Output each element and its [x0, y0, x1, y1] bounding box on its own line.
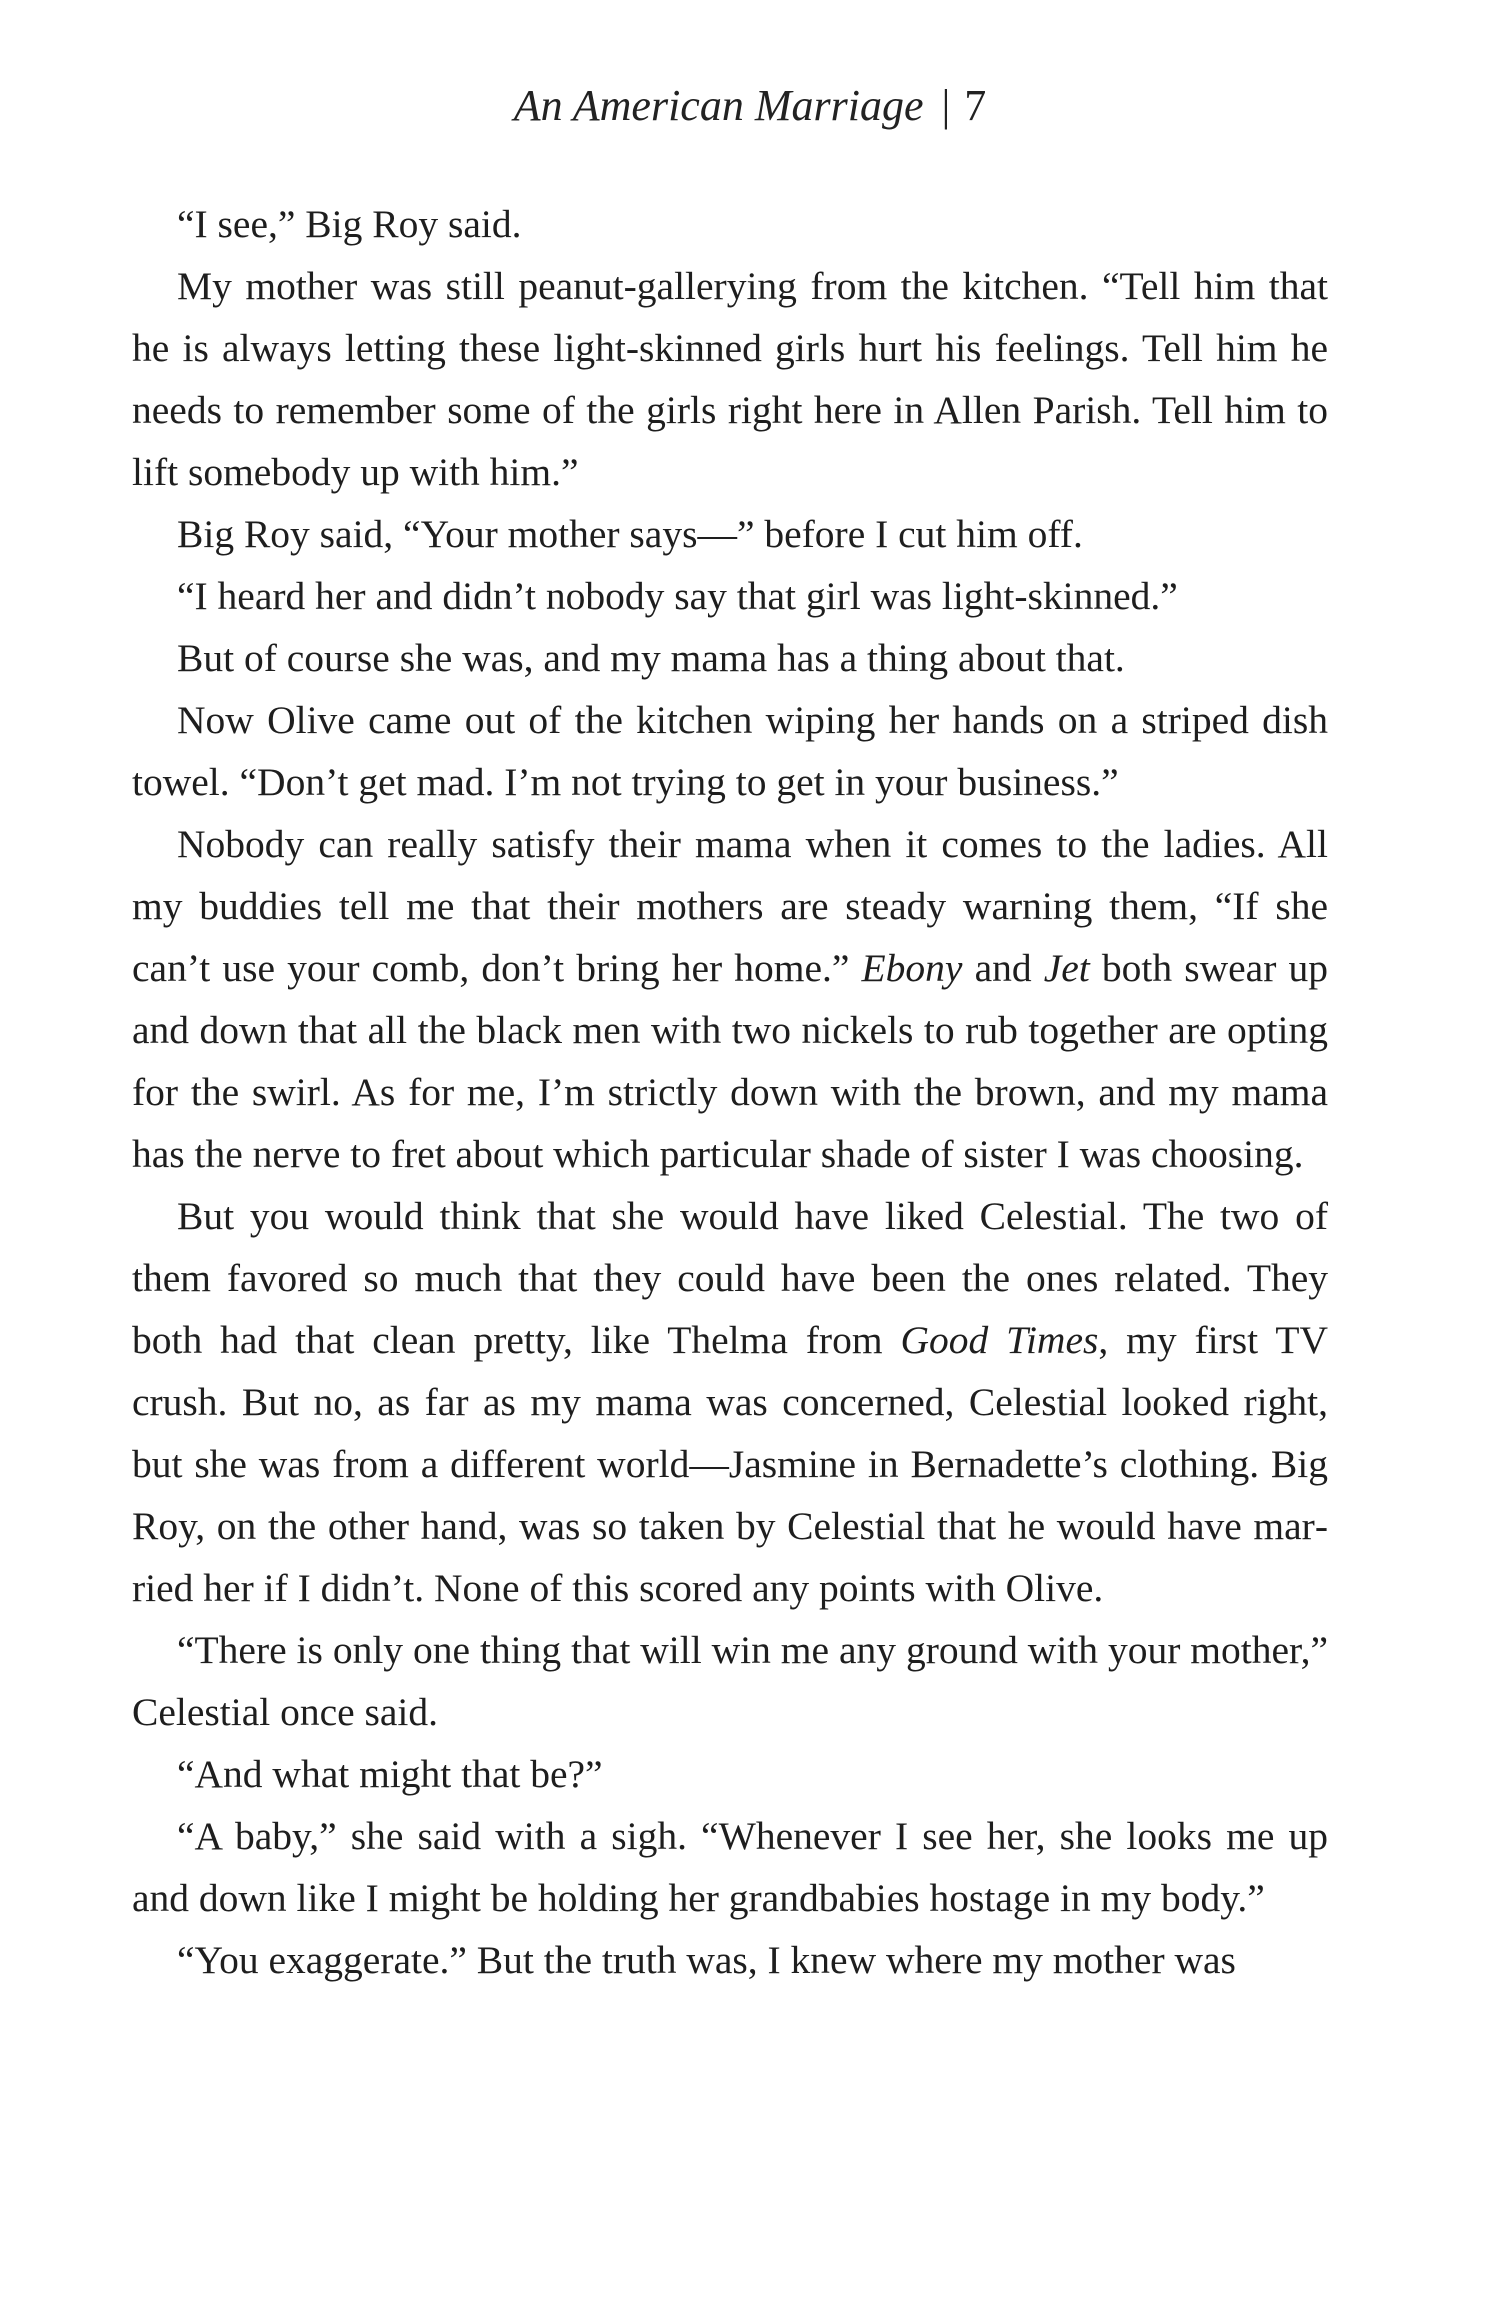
text-run: and	[962, 946, 1044, 990]
book-title: An American Marriage	[513, 81, 924, 130]
body-text	[132, 193, 1328, 1991]
paragraph: “And what might that be?”	[177, 1752, 603, 1796]
text-run: both swear up and down that all the black men with two nickels to rub together are opting for the swirl. As for me, I’m strictly down with the brown, and my mama has the nerve to fret about which particular shade of sister I was choosing.	[132, 946, 1328, 1176]
magazine-title-ebony: Ebony	[861, 946, 963, 990]
text-run: , my first TV crush. But no, as far as my mama was concerned, Celestial looked right, but she was from a different world—Jasmine in Bernadette’s clothing. Big Roy, on the other hand, was so taken by Celestial that he would have married her if I didn’t. None of this scored any points with Olive.	[132, 1318, 1329, 1610]
running-head	[0, 76, 1500, 136]
text-run: Nobody can really satisfy their mama when it comes to the ladies. All my buddies tell me that their mothers are steady warning them, “If she can’t use your comb, don’t bring her home.”	[132, 822, 1328, 990]
paragraph: “You exaggerate.” But the truth was, I knew where my mother was	[177, 1938, 1236, 1982]
paragraph: “I see,” Big Roy said.	[177, 202, 522, 246]
magazine-title-jet: Jet	[1043, 946, 1090, 990]
page-number: 7	[964, 81, 987, 130]
paragraph	[132, 1185, 1328, 1619]
text-run: But you would think that she would have liked Celestial. The two of them favored so much that they could have been the ones related. They both had that clean pretty, like Thelma from	[132, 1194, 1328, 1362]
paragraph: “There is only one thing that will win me any ground with your mother,” Celestial once said.	[132, 1628, 1328, 1734]
show-title-good-times: Good Times	[900, 1318, 1099, 1362]
paragraph: “A baby,” she said with a sigh. “Whenever I see her, she looks me up and down like I might be holding her grandbabies hostage in my body.”	[132, 1814, 1328, 1920]
paragraph: My mother was still peanut-gallerying from the kitchen. “Tell him that he is always letting these light-skinned girls hurt his feelings. Tell him he needs to remember some of the girls right here in Allen Parish. Tell him to lift somebody up with him.”	[132, 264, 1328, 494]
paragraph	[132, 813, 1328, 1185]
header-separator: |	[941, 81, 951, 130]
paragraph: “I heard her and didn’t nobody say that girl was light-skinned.”	[177, 574, 1178, 618]
paragraph: But of course she was, and my mama has a thing about that.	[177, 636, 1125, 680]
paragraph: Big Roy said, “Your mother says—” before I cut him off.	[177, 512, 1083, 556]
paragraph: Now Olive came out of the kitchen wiping her hands on a striped dish towel. “Don’t get mad. I’m not trying to get in your business.”	[132, 698, 1328, 804]
